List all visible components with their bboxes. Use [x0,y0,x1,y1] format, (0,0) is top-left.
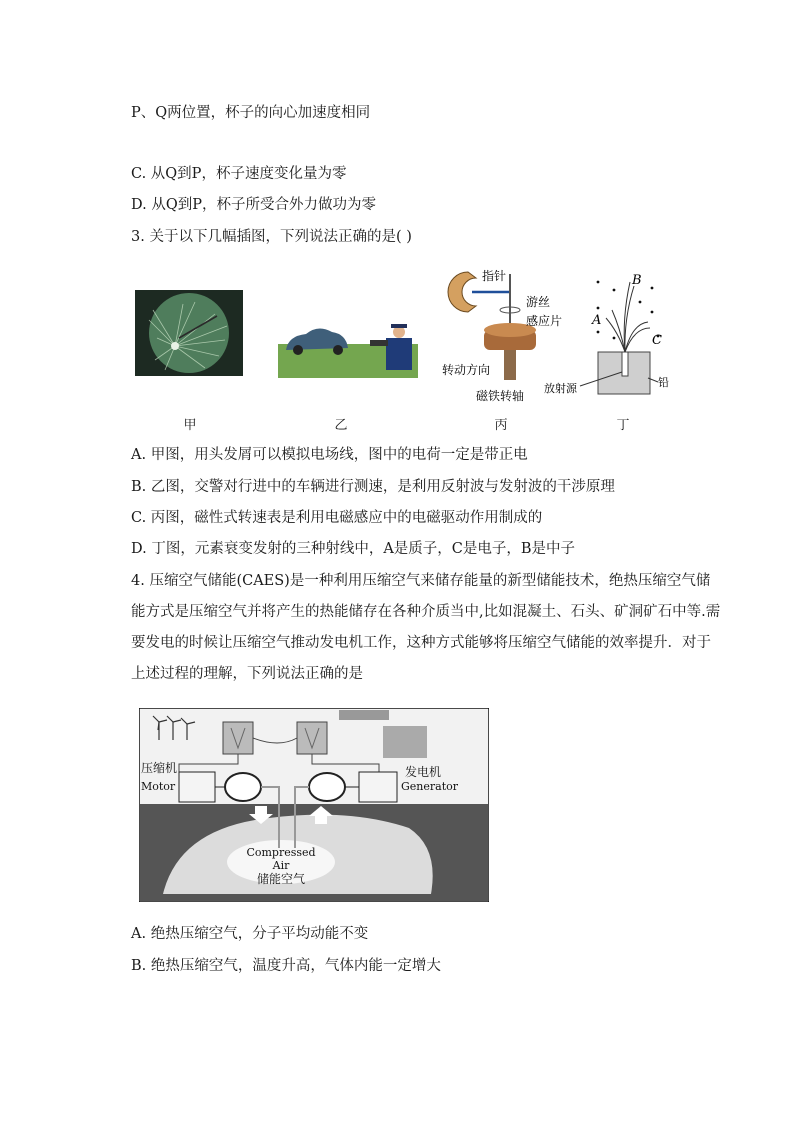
figure-ding-radiation [540,268,680,404]
q4-option-b: B. 绝热压缩空气，温度升高，气体内能一定增大 [131,958,441,974]
label-lead: 铅 [658,376,669,389]
label-air-en-1: Compressed [246,846,316,859]
q3-option-a: A. 甲图，用头发屑可以模拟电场线，图中的电荷一定是带正电 [131,447,528,463]
question-4-line-4: 上述过程的理解，下列说法正确的是 [131,666,363,682]
question-4-line-3: 要发电的时候让压缩空气推动发电机工作，这种方式能够将压缩空气储能的效率提升．对于 [131,635,711,651]
label-hairspring: 游丝 [526,295,551,309]
label-air-cn: 储能空气 [256,872,306,886]
option-c: C. 从Q到P，杯子速度变化量为零 [131,166,347,182]
option-b-continuation: P、Q两位置，杯子的向心加速度相同 [131,105,371,121]
label-compressor-en: Motor [141,780,176,793]
figure-caes-diagram [139,708,489,906]
label-pointer: 指针 [482,269,507,283]
q4-option-a: A. 绝热压缩空气，分子平均动能不变 [131,926,369,942]
figure-jia-field-lines [135,290,243,380]
caption-jia: 甲 [183,418,197,433]
caption-ding: 丁 [616,418,630,433]
label-generator-cn: 发电机 [405,765,442,779]
q3-option-b: B. 乙图，交警对行进中的车辆进行测速，是利用反射波与发射波的干涉原理 [131,479,615,495]
label-ray-b: B [632,273,642,288]
label-sensor: 感应片 [526,314,563,328]
option-d: D. 从Q到P，杯子所受合外力做功为零 [131,197,376,213]
label-air-en-2: Air [272,859,290,872]
label-ray-a: A [592,313,602,328]
caption-yi: 乙 [334,418,348,433]
label-shaft: 磁铁转轴 [476,389,525,403]
label-ray-c: C [652,333,662,348]
caption-bing: 丙 [494,418,508,433]
q3-option-c: C. 丙图，磁性式转速表是利用电磁感应中的电磁驱动作用制成的 [131,510,543,526]
label-rotation: 转动方向 [442,363,491,377]
question-4-line-2: 能方式是压缩空气并将产生的热能储存在各种介质当中,比如混凝土、石头、矿洞矿石中等.需 [131,604,721,620]
label-source: 放射源 [544,382,577,395]
question-3-stem: 3. 关于以下几幅插图，下列说法正确的是( ) [131,229,412,245]
label-generator-en: Generator [401,780,459,793]
question-4-line-1: 4. 压缩空气储能(CAES)是一种利用压缩空气来储存能量的新型储能技术，绝热压缩空气储 [131,573,711,589]
figure-yi-radar [278,318,418,382]
q3-option-d: D. 丁图，元素衰变发射的三种射线中，A是质子，C是电子，B是中子 [131,541,576,557]
label-compressor-cn: 压缩机 [141,761,178,775]
